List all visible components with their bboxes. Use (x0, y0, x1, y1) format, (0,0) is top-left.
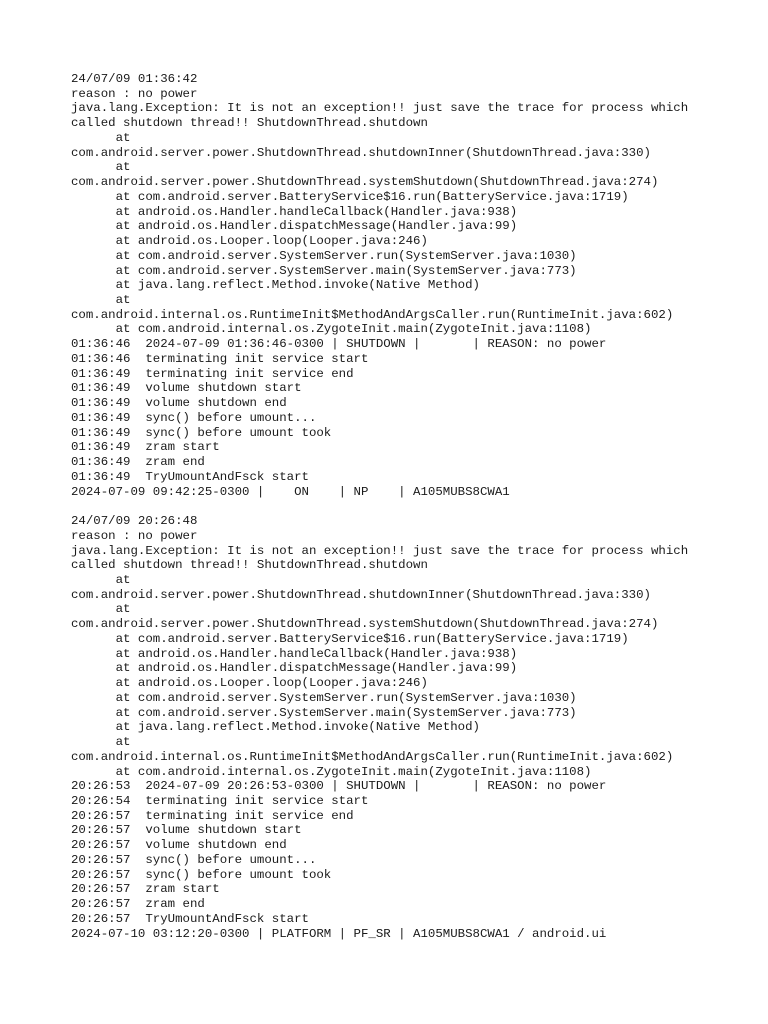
log-line: at android.os.Looper.loop(Looper.java:246) (71, 676, 428, 691)
log-line: reason : no power (71, 528, 198, 543)
log-line: 2024-07-09 09:42:25-0300 | ON | NP | A105MUBS8CWA1 (71, 484, 510, 499)
log-line: com.android.server.power.ShutdownThread.shutdownInner(ShutdownThread.java:330) (71, 145, 651, 160)
log-line: 01:36:49 TryUmountAndFsck start (71, 469, 309, 484)
block-separator (71, 499, 748, 514)
log-line: at android.os.Handler.handleCallback(Handler.java:938) (71, 646, 518, 661)
log-line: 01:36:49 zram start (71, 440, 220, 455)
log-line: java.lang.Exception: It is not an exception!! just save the trace for process which (71, 543, 689, 558)
log-line: at (71, 130, 131, 145)
log-line: 20:26:57 volume shutdown start (71, 823, 302, 838)
log-line: at com.android.server.SystemServer.main(SystemServer.java:773) (71, 705, 577, 720)
log-line: at (71, 572, 131, 587)
log-line: 01:36:49 sync() before umount... (71, 410, 317, 425)
log-line: at android.os.Handler.dispatchMessage(Handler.java:99) (71, 219, 518, 234)
log-line: reason : no power (71, 86, 198, 101)
log-line: 01:36:49 volume shutdown start (71, 381, 302, 396)
log-line: 01:36:46 2024-07-09 01:36:46-0300 | SHUTDOWN | | REASON: no power (71, 337, 607, 352)
log-line: 20:26:57 zram end (71, 897, 205, 912)
log-line: 01:36:49 sync() before umount took (71, 425, 332, 440)
log-line: at com.android.server.BatteryService$16.run(BatteryService.java:1719) (71, 189, 629, 204)
log-line: 01:36:46 terminating init service start (71, 351, 369, 366)
log-line: com.android.server.power.ShutdownThread.shutdownInner(ShutdownThread.java:330) (71, 587, 651, 602)
log-line: 20:26:57 volume shutdown end (71, 838, 287, 853)
log-line: at com.android.server.SystemServer.run(SystemServer.java:1030) (71, 690, 577, 705)
document-page (71, 72, 748, 941)
log-line: 20:26:57 zram start (71, 882, 220, 897)
log-line: at com.android.server.SystemServer.main(SystemServer.java:773) (71, 263, 577, 278)
log-line: at com.android.internal.os.ZygoteInit.main(ZygoteInit.java:1108) (71, 322, 592, 337)
log-line: at android.os.Looper.loop(Looper.java:246) (71, 234, 428, 249)
log-line: 24/07/09 01:36:42 (71, 72, 198, 86)
log-line: java.lang.Exception: It is not an exception!! just save the trace for process which (71, 101, 689, 116)
log-line: at com.android.server.BatteryService$16.run(BatteryService.java:1719) (71, 631, 629, 646)
log-entry-1 (71, 72, 748, 499)
log-line: called shutdown thread!! ShutdownThread.shutdown (71, 558, 428, 573)
log-line: 20:26:57 sync() before umount... (71, 852, 317, 867)
log-line: 01:36:49 zram end (71, 455, 205, 470)
log-line: com.android.server.power.ShutdownThread.systemShutdown(ShutdownThread.java:274) (71, 175, 659, 190)
log-line: called shutdown thread!! ShutdownThread.shutdown (71, 116, 428, 131)
log-line: com.android.internal.os.RuntimeInit$MethodAndArgsCaller.run(RuntimeInit.java:602) (71, 307, 674, 322)
log-line: at android.os.Handler.handleCallback(Handler.java:938) (71, 204, 518, 219)
log-line: 01:36:49 terminating init service end (71, 366, 354, 381)
log-line: 20:26:57 sync() before umount took (71, 867, 332, 882)
log-line: 01:36:49 volume shutdown end (71, 396, 287, 411)
log-line: at com.android.internal.os.ZygoteInit.main(ZygoteInit.java:1108) (71, 764, 592, 779)
log-line: com.android.internal.os.RuntimeInit$MethodAndArgsCaller.run(RuntimeInit.java:602) (71, 749, 674, 764)
log-line: 20:26:53 2024-07-09 20:26:53-0300 | SHUTDOWN | | REASON: no power (71, 779, 607, 794)
log-line: at (71, 602, 131, 617)
log-line: 24/07/09 20:26:48 (71, 514, 198, 529)
log-line: com.android.server.power.ShutdownThread.systemShutdown(ShutdownThread.java:274) (71, 617, 659, 632)
log-line: 20:26:57 TryUmountAndFsck start (71, 911, 309, 926)
log-line: at (71, 293, 131, 308)
log-entry-2 (71, 514, 748, 941)
log-line: at (71, 735, 131, 750)
log-line: at java.lang.reflect.Method.invoke(Native Method) (71, 278, 480, 293)
log-line: at android.os.Handler.dispatchMessage(Handler.java:99) (71, 661, 518, 676)
log-line: at com.android.server.SystemServer.run(SystemServer.java:1030) (71, 248, 577, 263)
log-line: 20:26:54 terminating init service start (71, 793, 369, 808)
log-line: 2024-07-10 03:12:20-0300 | PLATFORM | PF_SR | A105MUBS8CWA1 / android.ui (71, 926, 607, 941)
log-line: 20:26:57 terminating init service end (71, 808, 354, 823)
log-line: at java.lang.reflect.Method.invoke(Native Method) (71, 720, 480, 735)
log-line: at (71, 160, 131, 175)
